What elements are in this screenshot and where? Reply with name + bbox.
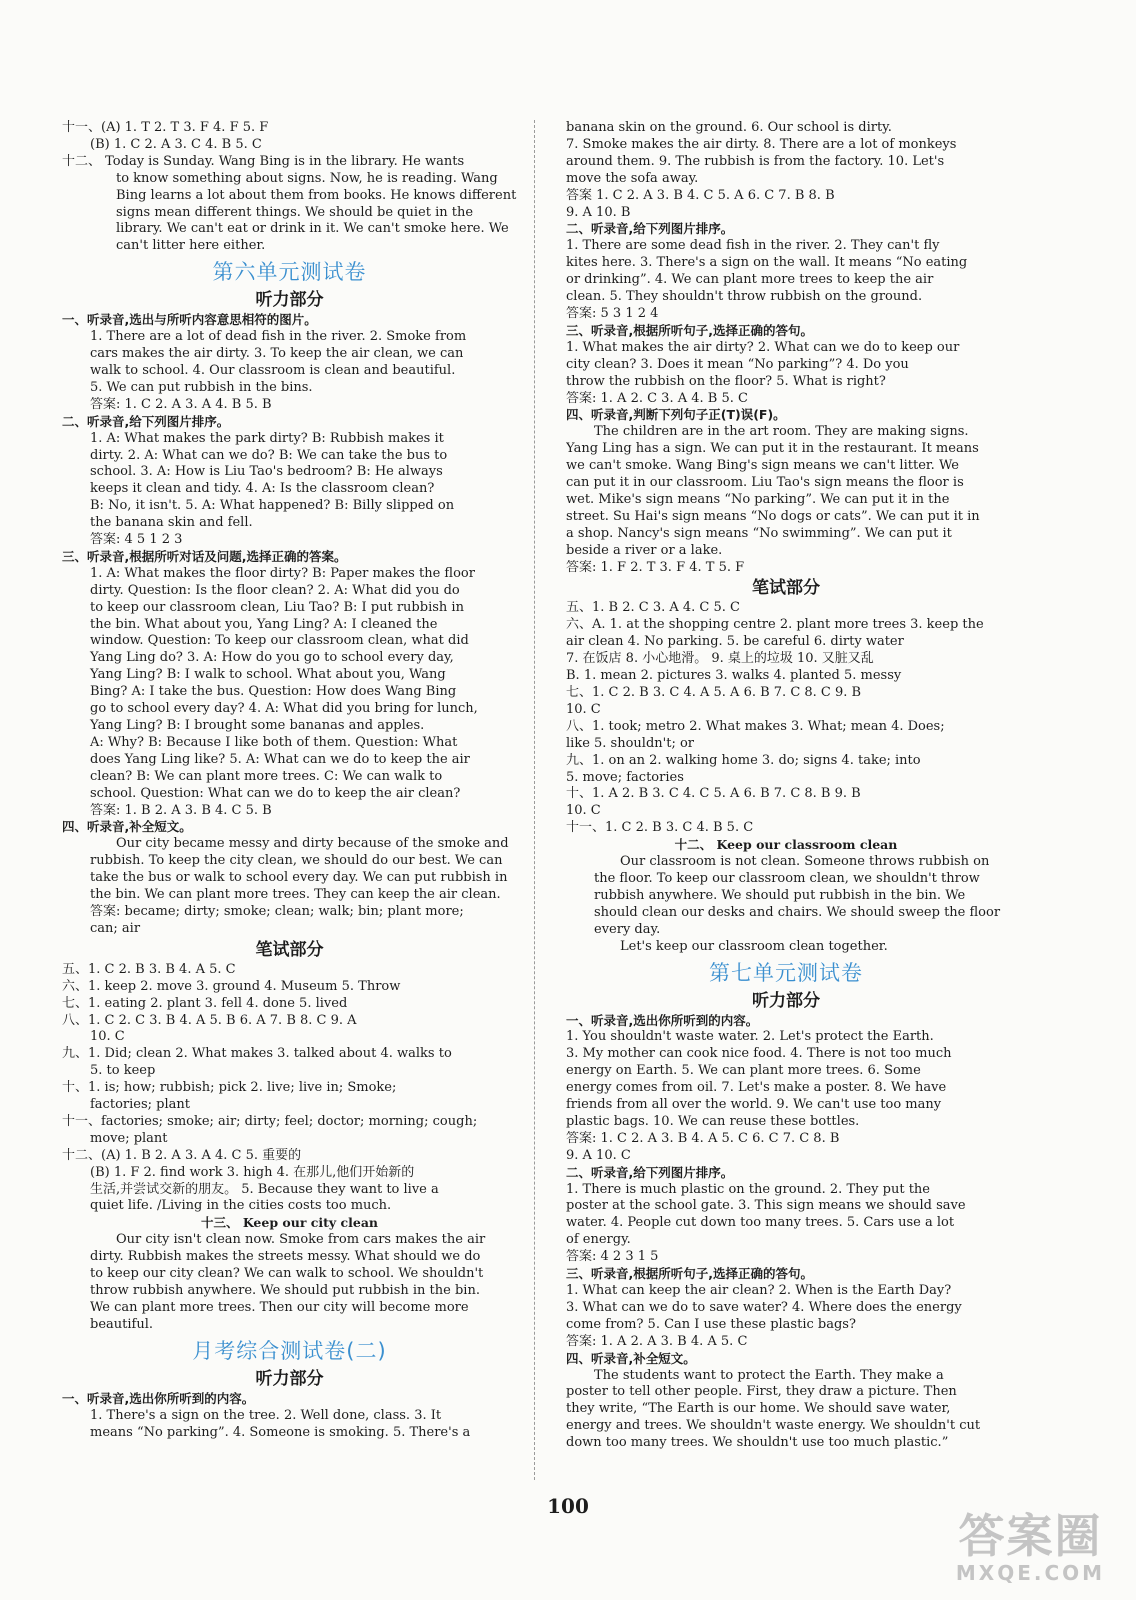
text-line: 答案: 1. A 2. C 3. A 4. B 5. C (566, 390, 748, 406)
text-line: go to school every day? 4. A: What did you bring for lunch, (90, 701, 478, 717)
text-line: keeps it clean and tidy. 4. A: Is the classroom clean? (90, 481, 435, 497)
text-line: 答案: 4 2 3 1 5 (566, 1249, 659, 1265)
text-line: dirty. Question: Is the floor clean? 2. A: What did you do (90, 582, 460, 598)
text-line: 9. A 10. B (566, 204, 631, 220)
right-column (566, 120, 1006, 1480)
part-heading: 笔试部分 (752, 578, 820, 599)
text-line: window. Question: To keep our classroom clean, what did (90, 633, 469, 649)
text-line: to keep our classroom clean, Liu Tao? B: I put rubbish in (90, 599, 464, 615)
text-line: 1. You shouldn't waste water. 2. Let's protect the Earth. (566, 1029, 934, 1045)
section-heading: 二、听录音,给下列图片排序。 (566, 221, 734, 237)
part-heading: 笔试部分 (255, 939, 324, 960)
text-line: dirty. 2. A: What can we do? B: We can take the bus to (90, 447, 448, 463)
text-line: 十、1. is; how; rubbish; pick 2. live; live in; Smoke; (62, 1080, 397, 1096)
text-line: can put it in our classroom. Liu Tao's sign means the floor is (566, 475, 964, 491)
text-line: 答案 1. C 2. A 3. B 4. C 5. A 6. C 7. B 8. B (566, 187, 835, 203)
essay-title: 十二、 Keep our classroom clean (674, 837, 898, 853)
text-line: B. 1. mean 2. pictures 3. walks 4. planted 5. messy (566, 668, 902, 684)
text-line: 3. My mother can cook nice food. 4. There is not too much (566, 1046, 952, 1062)
text-line: 1. A: What makes the park dirty? B: Rubbish makes it (90, 430, 444, 446)
text-line: school. Question: What can we do to keep the air clean? (90, 785, 461, 801)
text-line: The students want to protect the Earth. They make a (594, 1367, 944, 1383)
text-line: means “No parking”. 4. Someone is smoking. 5. There's a (90, 1424, 471, 1440)
text-line: to keep our city clean? We can walk to school. We shouldn't (90, 1266, 484, 1282)
part-heading: 听力部分 (255, 290, 324, 311)
text-line: 答案: 5 3 1 2 4 (566, 305, 659, 321)
text-line: Our city became messy and dirty because of the smoke and (116, 836, 509, 852)
column-divider (534, 120, 535, 1480)
text-line: 答案: 4 5 1 2 3 (90, 532, 183, 548)
text-line: energy and trees. We shouldn't waste energy. We shouldn't cut (566, 1418, 981, 1434)
text-line: 五、1. B 2. C 3. A 4. C 5. C (566, 600, 740, 616)
text-line: library. We can't eat or drink in it. We can't smoke here. We (116, 221, 509, 237)
text-line: 1. There are a lot of dead fish in the river. 2. Smoke from (90, 329, 467, 345)
text-line: poster at the school gate. 3. This sign means we should save (566, 1198, 966, 1214)
text-line: 1. A: What makes the floor dirty? B: Paper makes the floor (90, 565, 475, 581)
text-line: 九、1. Did; clean 2. What makes 3. talked about 4. walks to (62, 1046, 452, 1062)
text-line: around them. 9. The rubbish is from the factory. 10. Let's (566, 153, 945, 169)
section-heading: 四、听录音,判断下列句子正(T)误(F)。 (566, 407, 786, 423)
text-line: move; plant (90, 1130, 168, 1146)
section-heading: 三、听录音,根据所听对话及问题,选择正确的答案。 (62, 548, 347, 564)
text-line: (B) 1. F 2. find work 3. high 4. 在那儿,他们开始新的 (90, 1164, 415, 1180)
text-line: 5. We can put rubbish in the bins. (90, 379, 313, 395)
text-line: wet. Mike's sign means “No parking”. We can put it in the (566, 491, 950, 507)
text-line: 5. move; factories (566, 769, 684, 785)
watermark-logo (943, 1505, 1118, 1590)
text-line: Let's keep our classroom clean together. (620, 938, 888, 954)
text-line: can't litter here either. (116, 238, 266, 254)
text-line: 十、1. A 2. B 3. C 4. C 5. A 6. B 7. C 8. B 9. B (566, 786, 861, 802)
text-line: we can't smoke. Wang Bing's sign means we can't litter. We (566, 458, 959, 474)
text-line: 7. Smoke makes the air dirty. 8. There are a lot of monkeys (566, 136, 957, 152)
section-heading: 二、听录音,给下列图片排序。 (566, 1164, 734, 1180)
text-line: 七、1. eating 2. plant 3. fell 4. done 5. lived (62, 995, 348, 1011)
text-line: throw rubbish anywhere. We should put rubbish in the bin. (90, 1283, 480, 1298)
text-line: beside a river or a lake. (566, 542, 723, 558)
text-line: 5. to keep (90, 1063, 156, 1079)
text-line: 答案: 1. C 2. A 3. B 4. A 5. C 6. C 7. C 8. B (566, 1130, 840, 1146)
section-heading: 四、听录音,补全短文。 (62, 819, 192, 835)
text-line: cars makes the air dirty. 3. To keep the air clean, we can (90, 346, 464, 362)
text-line: come from? 5. Can I use these plastic bags? (566, 1316, 856, 1332)
page-number: 100 (547, 1494, 589, 1518)
text-line: signs mean different things. We should be quiet in the (116, 204, 474, 220)
text-line: 五、1. C 2. B 3. B 4. A 5. C (62, 961, 236, 977)
text-line: 1. There are some dead fish in the river. 2. They can't fly (566, 238, 940, 254)
text-line: 十二、 Today is Sunday. Wang Bing is in the library. He wants (62, 153, 465, 169)
text-line: clean. 5. They shouldn't throw rubbish on the ground. (566, 289, 923, 305)
text-line: 十一、1. C 2. B 3. C 4. B 5. C (566, 820, 754, 836)
text-line: of energy. (566, 1232, 631, 1248)
section-heading: 二、听录音,给下列图片排序。 (62, 413, 230, 429)
text-line: kites here. 3. There's a sign on the wall. It means “No eating (566, 255, 968, 271)
text-line: A: Why? B: Because I like both of them. Question: What (90, 734, 458, 750)
section-heading: 四、听录音,补全短文。 (566, 1350, 696, 1366)
part-heading: 听力部分 (752, 990, 820, 1011)
text-line: city clean? 3. Does it mean “No parking”? 4. Do you (566, 356, 909, 372)
text-line: 1. What can keep the air clean? 2. When is the Earth Day? (566, 1283, 952, 1298)
text-line: like 5. shouldn't; or (566, 735, 695, 751)
part-heading: 听力部分 (255, 1368, 324, 1389)
text-line: to know something about signs. Now, he is reading. Wang (116, 170, 498, 186)
text-line: poster to tell other people. First, they draw a picture. Then (566, 1384, 957, 1400)
test-title: 月考综合测试卷(二) (192, 1338, 387, 1363)
section-heading: 三、听录音,根据所听句子,选择正确的答句。 (566, 322, 813, 338)
text-line: quiet life. /Living in the cities costs too much. (90, 1198, 392, 1214)
text-line: energy on Earth. 5. We can plant more trees. 6. Some (566, 1063, 921, 1079)
text-line: 9. A 10. C (566, 1147, 631, 1163)
text-line: a shop. Nancy's sign means “No swimming”. We can put it (566, 525, 952, 541)
text-line: plastic bags. 10. We can reuse these bottles. (566, 1113, 860, 1129)
section-heading: 一、听录音,选出与所听内容意思相符的图片。 (62, 312, 317, 328)
text-line: Our classroom is not clean. Someone throws rubbish on (620, 854, 990, 870)
text-line: B: No, it isn't. 5. A: What happened? B: Billy slipped on (90, 498, 455, 514)
text-line: 1. There is much plastic on the ground. 2. They put the (566, 1181, 930, 1197)
text-line: 答案: 1. F 2. T 3. F 4. T 5. F (566, 559, 745, 575)
text-line: move the sofa away. (566, 170, 699, 186)
text-line: throw the rubbish on the floor? 5. What is right? (566, 373, 886, 389)
left-column (62, 120, 517, 1480)
text-line: 九、1. on an 2. walking home 3. do; signs 4. take; into (566, 752, 921, 768)
text-line: take the bus or walk to school every day. We can put rubbish in (90, 870, 508, 886)
section-heading: 一、听录音,选出你所听到的内容。 (566, 1012, 759, 1028)
text-line: the banana skin and fell. (90, 515, 253, 531)
watermark-url: MXQE.COM (955, 1560, 1106, 1585)
text-line: street. Su Hai's sign means “No dogs or cats”. We can put it in (566, 508, 980, 524)
text-line: 七、1. C 2. B 3. C 4. A 5. A 6. B 7. C 8. C 9. B (566, 685, 862, 700)
text-line: 10. C (90, 1029, 125, 1045)
text-line: down too many trees. We shouldn't use too much plastic.” (566, 1435, 949, 1451)
text-line: factories; plant (90, 1097, 190, 1113)
text-line: friends from all over the world. 9. We can't use too many (566, 1097, 942, 1113)
section-heading: 一、听录音,选出你所听到的内容。 (62, 1390, 255, 1406)
text-line: We can plant more trees. Then our city will become more (90, 1299, 469, 1315)
text-line: 答案: 1. C 2. A 3. A 4. B 5. B (90, 396, 272, 412)
text-line: 答案: 1. A 2. A 3. B 4. A 5. C (566, 1333, 748, 1349)
text-line: Yang Ling? B: I brought some bananas and apples. (90, 718, 425, 733)
text-line: the bin. We can plant more trees. They can keep the air clean. (90, 887, 501, 903)
text-line: Yang Ling do? 3. A: How do you go to school every day, (90, 650, 454, 666)
text-line: clean? B: We can plant more trees. C: We can walk to (90, 768, 443, 784)
text-line: Bing? A: I take the bus. Question: How does Wang Bing (90, 684, 457, 700)
text-line: 答案: became; dirty; smoke; clean; walk; bin; plant more; (90, 903, 464, 919)
text-line: or drinking”. 4. We can plant more trees to keep the air (566, 272, 934, 288)
text-line: 10. C (566, 803, 601, 819)
text-line: 十一、(A) 1. T 2. T 3. F 4. F 5. F (62, 120, 269, 135)
text-line: Yang Ling? B: I walk to school. What about you, Wang (90, 667, 446, 683)
text-line: school. 3. A: How is Liu Tao's bedroom? B: He always (90, 464, 443, 480)
text-line: 六、1. keep 2. move 3. ground 4. Museum 5. Throw (62, 978, 401, 994)
text-line: rubbish. To keep the city clean, we should do our best. We can (90, 853, 503, 869)
text-line: The children are in the art room. They are making signs. (594, 424, 969, 440)
text-line: should clean our desks and chairs. We should sweep the floor (594, 904, 1001, 920)
text-line: 3. What can we do to save water? 4. Where does the energy (566, 1299, 962, 1315)
text-line: (B) 1. C 2. A 3. C 4. B 5. C (90, 136, 262, 152)
text-line: 7. 在饭店 8. 小心地滑。 9. 桌上的垃圾 10. 又脏又乱 (566, 651, 874, 667)
text-line: the floor. To keep our classroom clean, we shouldn't throw (594, 870, 980, 886)
text-line: air clean 4. No parking. 5. be careful 6. dirty water (566, 634, 904, 650)
text-line: energy comes from oil. 7. Let's make a poster. 8. We have (566, 1080, 947, 1096)
test-title: 第七单元测试卷 (709, 960, 863, 985)
text-line: rubbish anywhere. We should put rubbish in the bin. We (594, 887, 966, 903)
text-line: 生活,并尝试交新的朋友。 5. Because they want to live a (90, 1181, 439, 1197)
watermark-symbol: 答案圈 (958, 1508, 1103, 1563)
text-line: they write, “The Earth is our home. We should save water, (566, 1401, 951, 1417)
text-line: 答案: 1. B 2. A 3. B 4. C 5. B (90, 802, 272, 818)
text-line: 八、1. took; metro 2. What makes 3. What; mean 4. Does; (566, 718, 945, 734)
text-line: Bing learns a lot about them from books. He knows different (116, 187, 517, 203)
text-line: 八、1. C 2. C 3. B 4. A 5. B 6. A 7. B 8. C 9. A (62, 1012, 357, 1028)
text-line: 1. There's a sign on the tree. 2. Well done, class. 3. It (90, 1407, 442, 1423)
text-line: banana skin on the ground. 6. Our school is dirty. (566, 120, 892, 135)
text-line: Our city isn't clean now. Smoke from cars makes the air (116, 1232, 486, 1248)
text-line: 十一、factories; smoke; air; dirty; feel; doctor; morning; cough; (62, 1113, 478, 1129)
text-line: the bin. What about you, Yang Ling? A: I cleaned the (90, 616, 438, 632)
test-title: 第六单元测试卷 (212, 260, 367, 285)
text-line: 10. C (566, 701, 601, 717)
section-heading: 三、听录音,根据所听句子,选择正确的答句。 (566, 1266, 813, 1282)
text-line: 1. What makes the air dirty? 2. What can we do to keep our (566, 339, 960, 355)
text-line: does Yang Ling like? 5. A: What can we do to keep the air (90, 751, 470, 767)
text-line: beautiful. (90, 1316, 153, 1332)
text-line: water. 4. People cut down too many trees. 5. Cars use a lot (566, 1215, 955, 1231)
text-line: every day. (594, 921, 661, 937)
essay-title: 十三、 Keep our city clean (200, 1215, 379, 1231)
text-line: walk to school. 4. Our classroom is clean and beautiful. (90, 362, 456, 378)
text-line: 十二、(A) 1. B 2. A 3. A 4. C 5. 重要的 (62, 1147, 302, 1163)
text-line: can; air (90, 920, 141, 936)
text-line: 六、A. 1. at the shopping centre 2. plant more trees 3. keep the (566, 617, 984, 633)
text-line: Yang Ling has a sign. We can put it in the restaurant. It means (566, 441, 979, 457)
text-line: dirty. Rubbish makes the streets messy. What should we do (90, 1249, 481, 1265)
